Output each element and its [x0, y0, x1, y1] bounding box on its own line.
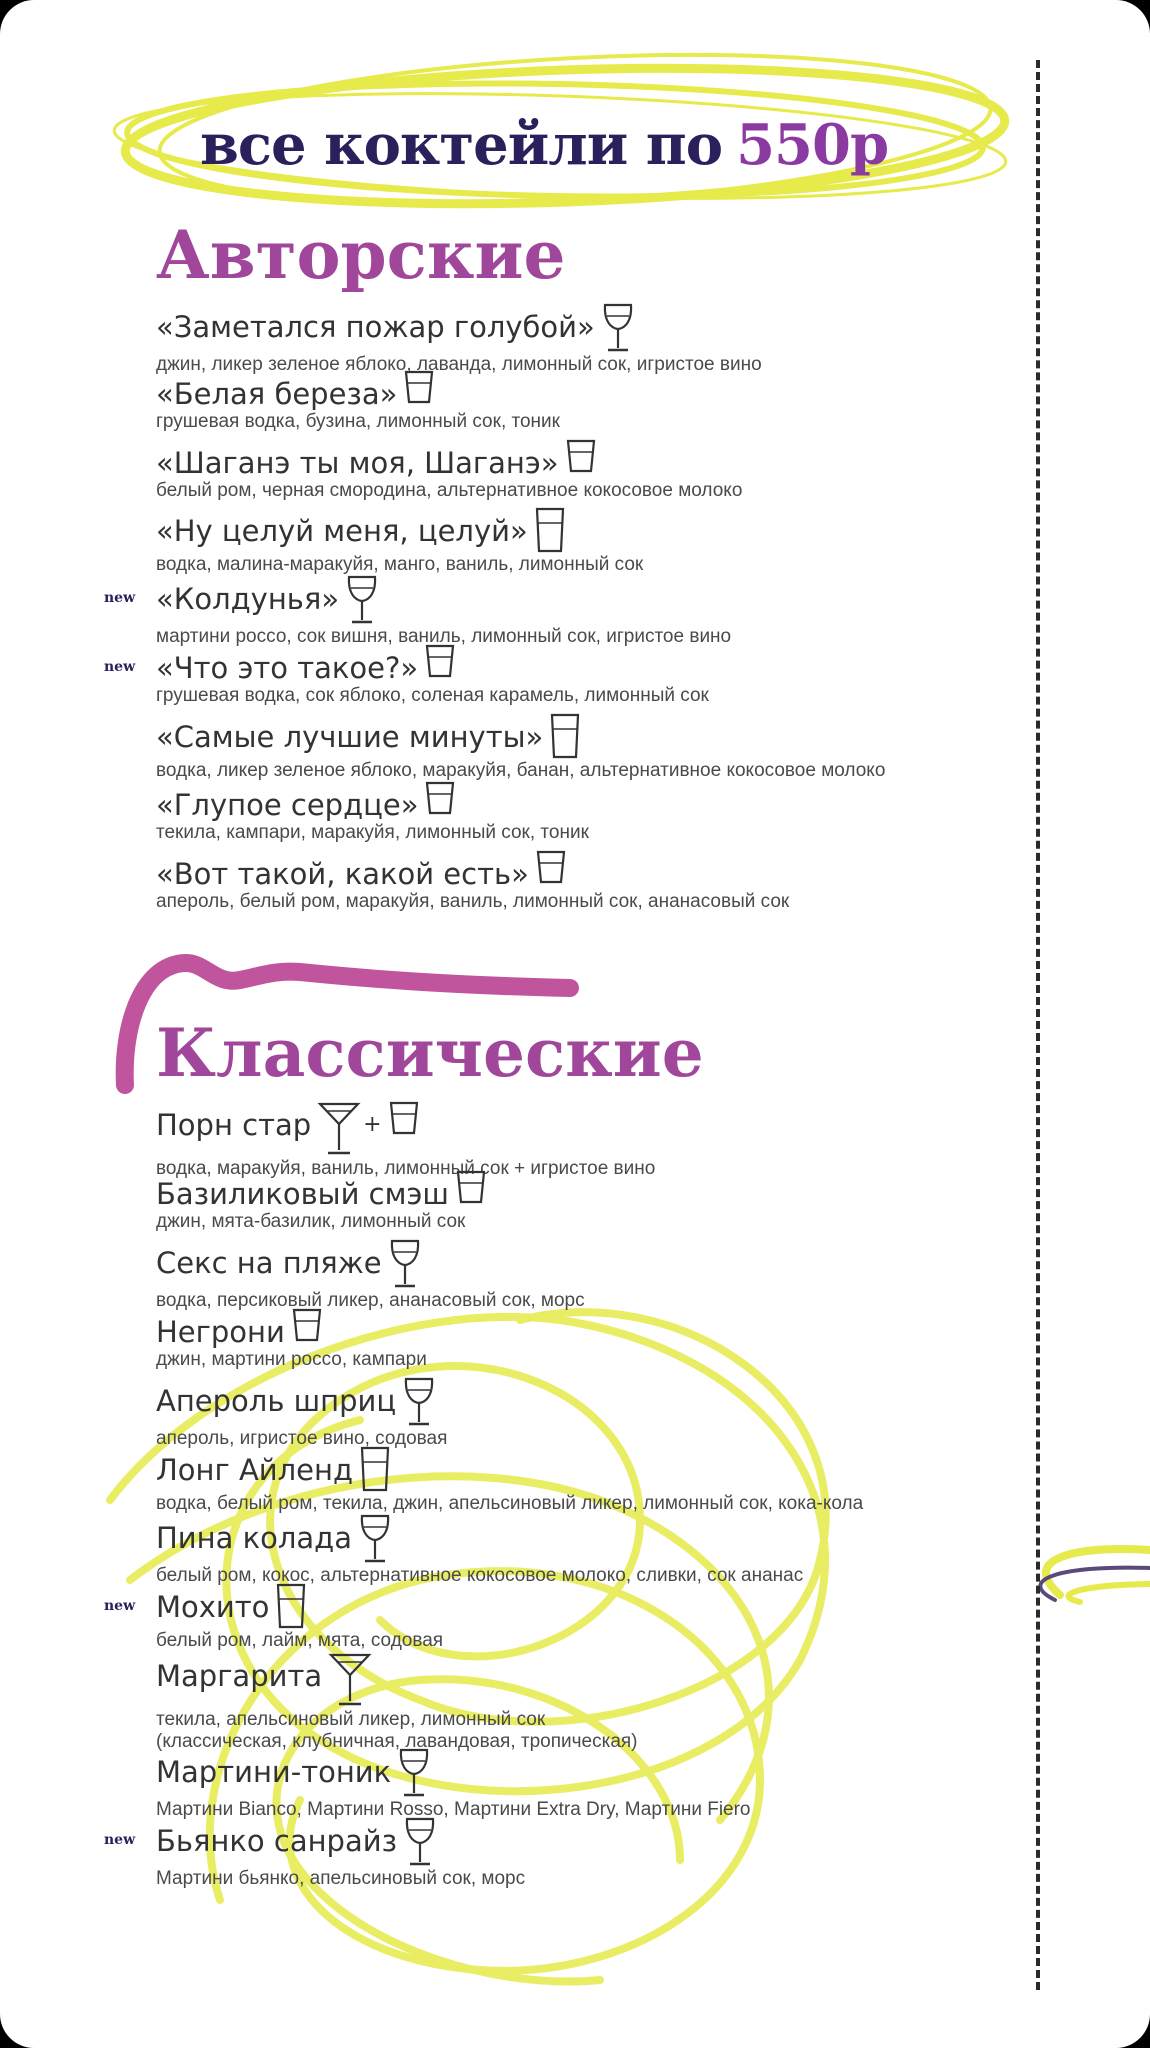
wine-glass-icon [358, 1513, 392, 1565]
menu-item [104, 1590, 1056, 1652]
highball-icon [549, 712, 581, 760]
item-name: Бьянко санрайз [156, 1824, 397, 1858]
price-banner [200, 112, 888, 178]
item-description: водка, белый ром, текила, джин, апельсиновый ликер, лимонный сок, кока-кола [156, 1493, 864, 1514]
item-description: текила, кампари, маракуйя, лимонный сок, тоник [156, 822, 589, 843]
item-description: белый ром, лайм, мята, содовая [156, 1630, 444, 1651]
menu-item [156, 446, 1056, 502]
menu-item [156, 310, 1056, 376]
tumbler-icon [565, 438, 597, 474]
item-description: мартини россо, сок вишня, ваниль, лимонный сок, игристое вино [156, 626, 732, 647]
section-title-signature: Авторские [156, 216, 566, 294]
item-name: «Вот такой, какой есть» [156, 857, 529, 891]
menu-item [104, 582, 1056, 648]
menu-item [156, 514, 1056, 576]
tumbler-icon [424, 780, 456, 816]
plus-sign: + [363, 1112, 382, 1137]
item-description: джин, мята-базилик, лимонный сок [156, 1211, 466, 1232]
item-description: джин, ликер зеленое яблоко, лаванда, лимонный сок, игристое вино [156, 354, 762, 375]
item-description: Мартини бьянко, апельсиновый сок, морс [156, 1868, 526, 1889]
item-name: «Самые лучшие минуты» [156, 720, 544, 754]
wine-glass-icon [397, 1747, 431, 1799]
item-description-variants: (классическая, клубничная, лавандовая, тропическая) [156, 1731, 638, 1752]
section-title-classic: Классические [156, 1014, 704, 1092]
item-description: грушевая водка, сок яблоко, соленая карамель, лимонный сок [156, 685, 709, 706]
item-name: «Ну целуй меня, целуй» [156, 514, 528, 548]
wine-glass-icon [601, 302, 635, 354]
menu-item [156, 788, 1056, 844]
menu-item [156, 1521, 1056, 1587]
highball-icon [275, 1582, 307, 1630]
tumbler-icon [388, 1100, 420, 1136]
item-description: водка, малина-маракуйя, манго, ваниль, лимонный сок [156, 554, 644, 575]
menu-item [156, 720, 1056, 782]
menu-item [156, 1246, 1056, 1312]
item-description: джин, мартини россо, кампари [156, 1349, 427, 1370]
new-badge: new [104, 659, 136, 675]
new-badge: new [104, 1832, 136, 1848]
martini-glass-icon [317, 1100, 361, 1158]
menu-item [156, 377, 1056, 433]
menu-item [156, 1659, 1056, 1753]
wine-glass-icon [388, 1238, 422, 1290]
new-badge: new [104, 590, 136, 606]
tumbler-icon [455, 1169, 487, 1205]
martini-glass-icon [328, 1651, 372, 1709]
menu-item [156, 1108, 1056, 1180]
item-name: Лонг Айленд [156, 1453, 354, 1487]
wine-glass-icon [345, 574, 379, 626]
menu-item [156, 857, 1056, 913]
item-description: грушевая водка, бузина, лимонный сок, тоник [156, 411, 560, 432]
tumbler-icon [535, 849, 567, 885]
new-badge: new [104, 1598, 136, 1614]
item-name: «Шаганэ ты моя, Шаганэ» [156, 446, 559, 480]
item-description: водка, ликер зеленое яблоко, маракуйя, банан, альтернативное кокосовое молоко [156, 760, 886, 781]
item-name: «Что это такое?» [156, 651, 419, 685]
menu-item [104, 1824, 1056, 1890]
item-name: Маргарита [156, 1659, 323, 1693]
item-name: Негрони [156, 1315, 285, 1349]
menu-item [156, 1755, 1056, 1821]
highball-icon [534, 506, 566, 554]
tumbler-icon [403, 369, 435, 405]
item-description: белый ром, кокос, альтернативное кокосовое молоко, сливки, сок ананас [156, 1565, 804, 1586]
item-name: «Колдунья» [156, 582, 340, 616]
menu-item [156, 1453, 1056, 1515]
item-name: Мохито [156, 1590, 270, 1624]
wine-glass-icon [403, 1816, 437, 1868]
banner-text: все коктейли по [200, 112, 723, 178]
item-description: апероль, игристое вино, содовая [156, 1428, 448, 1449]
tumbler-icon [424, 643, 456, 679]
item-name: Мартини-тоник [156, 1755, 392, 1789]
item-description: текила, апельсиновый ликер, лимонный сок [156, 1709, 546, 1730]
item-description: Мартини Bianco, Мартини Rosso, Мартини Extra Dry, Мартини Fiero [156, 1799, 751, 1820]
item-name: «Глупое сердце» [156, 788, 419, 822]
item-description: водка, маракуйя, ваниль, лимонный сок + игристое вино [156, 1158, 656, 1179]
item-name: Пина колада [156, 1521, 352, 1555]
wine-glass-icon [402, 1376, 436, 1428]
item-description: белый ром, черная смородина, альтернативное кокосовое молоко [156, 480, 743, 501]
tumbler-icon [291, 1307, 323, 1343]
item-name: «Заметался пожар голубой» [156, 310, 595, 344]
item-name: Базиликовый смэш [156, 1177, 449, 1211]
item-name: «Белая береза» [156, 377, 398, 411]
item-name: Порн стар [156, 1108, 312, 1142]
item-description: водка, персиковый ликер, ананасовый сок, морс [156, 1290, 585, 1311]
item-name: Апероль шприц [156, 1384, 397, 1418]
item-description: апероль, белый ром, маракуйя, ваниль, лимонный сок, ананасовый сок [156, 891, 790, 912]
menu-item [156, 1177, 1056, 1233]
menu-item [156, 1315, 1056, 1371]
highball-icon [359, 1445, 391, 1493]
item-name: Секс на пляже [156, 1246, 382, 1280]
menu-item [104, 651, 1056, 707]
banner-price: 550р [736, 112, 889, 178]
menu-item [156, 1384, 1056, 1450]
